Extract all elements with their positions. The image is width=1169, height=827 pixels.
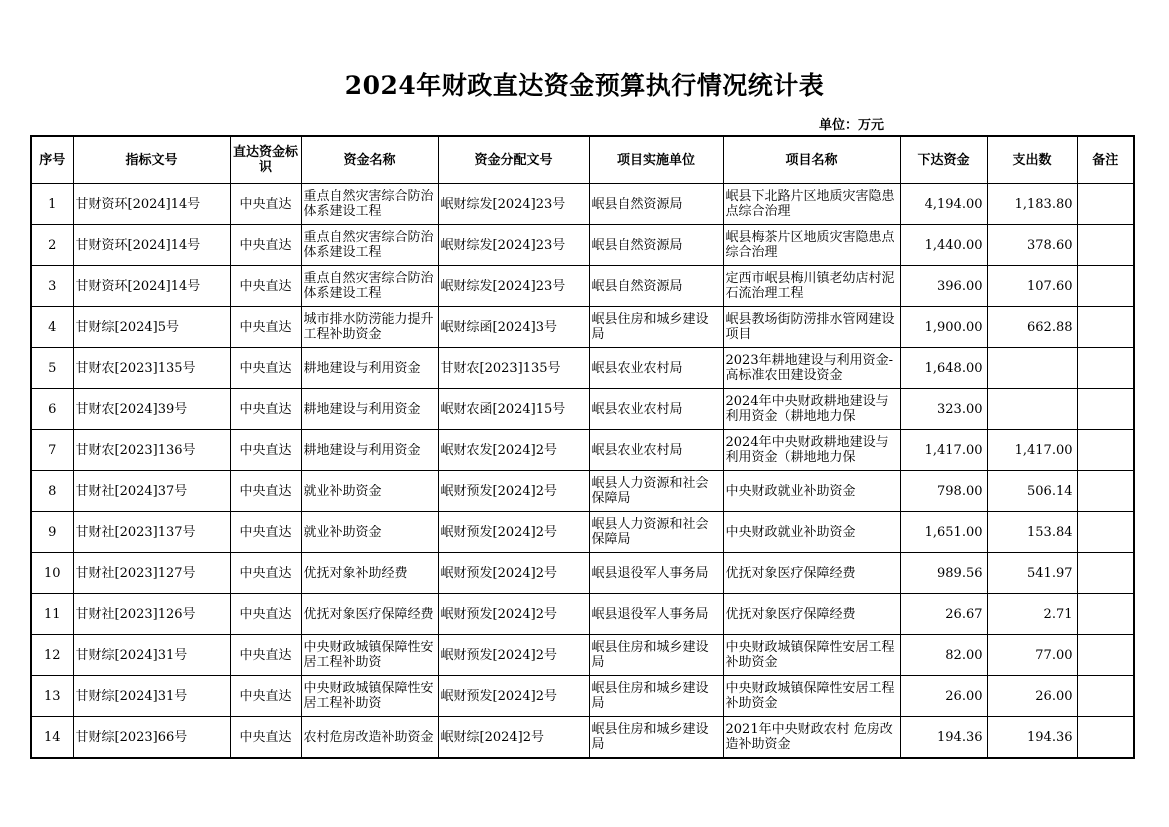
- cell-direct-flag: [230, 512, 301, 553]
- cell-fund-name: [301, 717, 438, 759]
- cell-project-name: [723, 553, 900, 594]
- cell-doc-no: [73, 512, 230, 553]
- cell-direct-flag: [230, 266, 301, 307]
- cell-impl-unit-text: 岷县人力资源和社会保障局: [591, 476, 709, 506]
- cell-doc-no: [73, 225, 230, 266]
- cell-impl-unit: [589, 389, 723, 430]
- table-row: [31, 676, 1134, 717]
- cell-alloc-doc-text: 岷财预发[2024]2号: [440, 606, 557, 622]
- cell-fund-name: [301, 635, 438, 676]
- cell-doc-no-text: 甘财社[2023]137号: [75, 524, 196, 540]
- cell-alloc-doc: [438, 594, 589, 635]
- cell-issued: [900, 184, 987, 225]
- cell-fund-name-text: 优抚对象医疗保障经费: [303, 606, 434, 622]
- cell-alloc-doc-text: 岷财综函[2024]3号: [440, 319, 557, 335]
- cell-fund-name-text: 耕地建设与利用资金: [303, 360, 421, 376]
- cell-project-name: [723, 225, 900, 266]
- cell-doc-no: [73, 389, 230, 430]
- table-row: [31, 635, 1134, 676]
- cell-fund-name: [301, 676, 438, 717]
- cell-fund-name: [301, 266, 438, 307]
- cell-spent: [987, 471, 1077, 512]
- cell-remark: [1077, 225, 1134, 266]
- cell-spent-text: 662.88: [1027, 319, 1073, 335]
- cell-seq-text: 6: [48, 401, 57, 417]
- cell-alloc-doc-text: 岷财农发[2024]2号: [440, 442, 557, 458]
- cell-spent-text: 77.00: [1035, 647, 1073, 663]
- cell-remark: [1077, 348, 1134, 389]
- cell-fund-name-text: 耕地建设与利用资金: [303, 442, 421, 458]
- cell-issued-text: 1,900.00: [924, 319, 983, 335]
- cell-alloc-doc-text: 岷财预发[2024]2号: [440, 565, 557, 581]
- cell-seq: [31, 430, 73, 471]
- cell-alloc-doc-text: 岷财农函[2024]15号: [440, 401, 566, 417]
- cell-doc-no-text: 甘财社[2024]37号: [75, 483, 188, 499]
- cell-project-name: [723, 594, 900, 635]
- cell-project-name: [723, 635, 900, 676]
- cell-spent: [987, 348, 1077, 389]
- cell-issued-text: 26.00: [945, 688, 983, 704]
- cell-fund-name: [301, 225, 438, 266]
- cell-spent: [987, 307, 1077, 348]
- unit-label: 单位：万元: [819, 118, 885, 133]
- cell-direct-flag: [230, 635, 301, 676]
- cell-spent: [987, 553, 1077, 594]
- cell-impl-unit-text: 岷县住房和城乡建设局: [591, 640, 709, 670]
- cell-project-name-text: 2024年中央财政耕地建设与利用资金（耕地地力保: [725, 394, 889, 424]
- cell-direct-flag: [230, 184, 301, 225]
- cell-alloc-doc-text: 岷财综发[2024]23号: [440, 237, 566, 253]
- cell-project-name-text: 中央财政城镇保障性安居工程补助资金: [725, 681, 895, 711]
- cell-seq-text: 13: [43, 688, 61, 704]
- cell-seq-text: 1: [48, 196, 57, 212]
- cell-remark: [1077, 635, 1134, 676]
- table-row: [31, 512, 1134, 553]
- cell-seq: [31, 635, 73, 676]
- cell-direct-flag-text: 中央直达: [239, 483, 292, 499]
- table-header-row: [31, 136, 1134, 184]
- cell-spent-text: 26.00: [1035, 688, 1073, 704]
- cell-impl-unit-text: 岷县农业农村局: [591, 360, 683, 376]
- cell-impl-unit-text: 岷县自然资源局: [591, 237, 683, 253]
- table-row: [31, 717, 1134, 759]
- cell-alloc-doc-text: 岷财预发[2024]2号: [440, 483, 557, 499]
- cell-doc-no-text: 甘财综[2024]31号: [75, 647, 188, 663]
- cell-issued-text: 1,648.00: [924, 360, 983, 376]
- cell-seq: [31, 594, 73, 635]
- cell-alloc-doc-text: 甘财农[2023]135号: [440, 360, 561, 376]
- cell-spent-text: 153.84: [1027, 524, 1073, 540]
- cell-issued-text: 989.56: [937, 565, 983, 581]
- cell-alloc-doc-text: 岷财预发[2024]2号: [440, 524, 557, 540]
- cell-alloc-doc: [438, 389, 589, 430]
- cell-direct-flag-text: 中央直达: [239, 606, 292, 622]
- cell-direct-flag: [230, 717, 301, 759]
- cell-doc-no-text: 甘财农[2023]135号: [75, 360, 196, 376]
- budget-table: [30, 135, 1135, 759]
- table-row: [31, 307, 1134, 348]
- cell-doc-no: [73, 594, 230, 635]
- cell-impl-unit: [589, 553, 723, 594]
- cell-direct-flag: [230, 594, 301, 635]
- cell-remark: [1077, 430, 1134, 471]
- cell-issued-text: 194.36: [937, 729, 983, 745]
- cell-doc-no-text: 甘财资环[2024]14号: [75, 196, 201, 212]
- cell-project-name: [723, 676, 900, 717]
- cell-direct-flag-text: 中央直达: [239, 688, 292, 704]
- cell-spent-text: 2.71: [1043, 606, 1073, 622]
- cell-project-name-text: 2023年耕地建设与利用资金-高标准农田建设资金: [725, 353, 893, 383]
- cell-issued: [900, 594, 987, 635]
- cell-issued-text: 1,440.00: [924, 237, 983, 253]
- cell-project-name: [723, 307, 900, 348]
- cell-spent-text: 107.60: [1027, 278, 1073, 294]
- cell-remark: [1077, 471, 1134, 512]
- table-row: [31, 389, 1134, 430]
- cell-spent: [987, 225, 1077, 266]
- cell-direct-flag: [230, 471, 301, 512]
- table-row: [31, 184, 1134, 225]
- cell-spent: [987, 512, 1077, 553]
- cell-project-name-text: 2021年中央财政农村 危房改造补助资金: [725, 722, 893, 752]
- cell-seq-text: 10: [43, 565, 61, 581]
- cell-issued-text: 798.00: [937, 483, 983, 499]
- cell-doc-no: [73, 184, 230, 225]
- cell-impl-unit-text: 岷县退役军人事务局: [591, 565, 709, 581]
- table-row: [31, 348, 1134, 389]
- cell-seq: [31, 184, 73, 225]
- cell-issued-text: 82.00: [945, 647, 983, 663]
- cell-doc-no: [73, 307, 230, 348]
- cell-fund-name-text: 优抚对象补助经费: [303, 565, 408, 581]
- cell-alloc-doc: [438, 635, 589, 676]
- cell-issued: [900, 225, 987, 266]
- header-direct-flag: 直达资金标识: [230, 136, 301, 184]
- cell-project-name: [723, 471, 900, 512]
- cell-alloc-doc: [438, 553, 589, 594]
- cell-issued-text: 26.67: [945, 606, 983, 622]
- cell-alloc-doc: [438, 512, 589, 553]
- cell-spent-text: 378.60: [1027, 237, 1073, 253]
- cell-seq-text: 9: [48, 524, 57, 540]
- cell-doc-no-text: 甘财综[2023]66号: [75, 729, 188, 745]
- cell-alloc-doc: [438, 471, 589, 512]
- cell-doc-no: [73, 348, 230, 389]
- cell-issued: [900, 717, 987, 759]
- cell-seq-text: 5: [48, 360, 57, 376]
- cell-project-name: [723, 430, 900, 471]
- cell-direct-flag-text: 中央直达: [239, 319, 292, 335]
- cell-doc-no-text: 甘财社[2023]127号: [75, 565, 196, 581]
- cell-issued: [900, 676, 987, 717]
- cell-issued-text: 1,651.00: [924, 524, 983, 540]
- cell-impl-unit-text: 岷县自然资源局: [591, 196, 683, 212]
- cell-seq: [31, 512, 73, 553]
- cell-issued: [900, 430, 987, 471]
- cell-spent-text: 541.97: [1027, 565, 1073, 581]
- cell-direct-flag-text: 中央直达: [239, 565, 292, 581]
- cell-impl-unit-text: 岷县人力资源和社会保障局: [591, 517, 709, 547]
- cell-remark: [1077, 676, 1134, 717]
- cell-alloc-doc: [438, 266, 589, 307]
- cell-issued: [900, 348, 987, 389]
- cell-fund-name-text: 重点自然灾害综合防治体系建设工程: [303, 189, 434, 219]
- cell-impl-unit: [589, 225, 723, 266]
- cell-spent-text: 1,417.00: [1014, 442, 1073, 458]
- table-row: [31, 553, 1134, 594]
- cell-doc-no: [73, 266, 230, 307]
- header-remark: 备注: [1077, 136, 1134, 184]
- cell-project-name: [723, 266, 900, 307]
- cell-seq: [31, 553, 73, 594]
- header-issued: 下达资金: [900, 136, 987, 184]
- cell-fund-name-text: 耕地建设与利用资金: [303, 401, 421, 417]
- cell-alloc-doc-text: 岷财预发[2024]2号: [440, 688, 557, 704]
- cell-direct-flag: [230, 348, 301, 389]
- cell-seq-text: 7: [48, 442, 57, 458]
- cell-alloc-doc-text: 岷财综[2024]2号: [440, 729, 544, 745]
- header-seq: 序号: [31, 136, 73, 184]
- cell-issued: [900, 553, 987, 594]
- cell-impl-unit-text: 岷县自然资源局: [591, 278, 683, 294]
- cell-issued: [900, 307, 987, 348]
- cell-project-name: [723, 512, 900, 553]
- cell-alloc-doc: [438, 430, 589, 471]
- cell-impl-unit: [589, 676, 723, 717]
- cell-seq-text: 11: [43, 606, 61, 622]
- cell-doc-no: [73, 430, 230, 471]
- cell-issued: [900, 389, 987, 430]
- cell-seq-text: 14: [43, 729, 61, 745]
- header-alloc-doc: 资金分配文号: [438, 136, 589, 184]
- cell-alloc-doc: [438, 717, 589, 759]
- cell-doc-no-text: 甘财资环[2024]14号: [75, 278, 201, 294]
- cell-project-name: [723, 717, 900, 759]
- cell-spent-text: 194.36: [1027, 729, 1073, 745]
- cell-fund-name-text: 城市排水防涝能力提升工程补助资金: [303, 312, 434, 342]
- cell-alloc-doc: [438, 676, 589, 717]
- cell-spent: [987, 184, 1077, 225]
- cell-project-name-text: 定西市岷县梅川镇老幼店村泥石流治理工程: [725, 271, 895, 301]
- cell-fund-name: [301, 512, 438, 553]
- cell-seq: [31, 307, 73, 348]
- cell-project-name-text: 中央财政就业补助资金: [725, 524, 856, 540]
- cell-spent: [987, 594, 1077, 635]
- cell-issued: [900, 471, 987, 512]
- cell-remark: [1077, 594, 1134, 635]
- cell-remark: [1077, 266, 1134, 307]
- cell-impl-unit: [589, 430, 723, 471]
- cell-remark: [1077, 512, 1134, 553]
- cell-spent: [987, 717, 1077, 759]
- table-row: [31, 471, 1134, 512]
- header-fund-name: 资金名称: [301, 136, 438, 184]
- cell-impl-unit: [589, 594, 723, 635]
- cell-direct-flag: [230, 225, 301, 266]
- cell-direct-flag-text: 中央直达: [239, 647, 292, 663]
- cell-remark: [1077, 307, 1134, 348]
- cell-doc-no: [73, 717, 230, 759]
- page-title: 2024年财政直达资金预算执行情况统计表: [344, 71, 825, 100]
- cell-fund-name: [301, 553, 438, 594]
- cell-alloc-doc-text: 岷财综发[2024]23号: [440, 278, 566, 294]
- cell-fund-name-text: 中央财政城镇保障性安居工程补助资: [303, 640, 434, 670]
- cell-direct-flag-text: 中央直达: [239, 278, 292, 294]
- cell-spent-text: 1,183.80: [1014, 196, 1073, 212]
- cell-direct-flag: [230, 553, 301, 594]
- cell-project-name-text: 2024年中央财政耕地建设与利用资金（耕地地力保: [725, 435, 889, 465]
- cell-impl-unit: [589, 307, 723, 348]
- cell-seq-text: 4: [48, 319, 57, 335]
- cell-issued-text: 323.00: [937, 401, 983, 417]
- cell-spent: [987, 676, 1077, 717]
- cell-seq-text: 8: [48, 483, 57, 499]
- header-doc-no: 指标文号: [73, 136, 230, 184]
- cell-alloc-doc: [438, 348, 589, 389]
- cell-fund-name: [301, 184, 438, 225]
- cell-spent: [987, 430, 1077, 471]
- cell-spent-text: 506.14: [1027, 483, 1073, 499]
- cell-impl-unit: [589, 471, 723, 512]
- table-row: [31, 430, 1134, 471]
- cell-issued-text: 4,194.00: [924, 196, 983, 212]
- cell-impl-unit-text: 岷县住房和城乡建设局: [591, 722, 709, 752]
- cell-project-name-text: 优抚对象医疗保障经费: [725, 606, 856, 622]
- cell-direct-flag-text: 中央直达: [239, 237, 292, 253]
- cell-alloc-doc-text: 岷财综发[2024]23号: [440, 196, 566, 212]
- cell-remark: [1077, 717, 1134, 759]
- cell-impl-unit-text: 岷县农业农村局: [591, 442, 683, 458]
- cell-issued-text: 396.00: [937, 278, 983, 294]
- cell-project-name-text: 岷县下北路片区地质灾害隐患点综合治理: [725, 189, 895, 219]
- cell-direct-flag-text: 中央直达: [239, 524, 292, 540]
- cell-fund-name-text: 重点自然灾害综合防治体系建设工程: [303, 271, 434, 301]
- cell-fund-name: [301, 594, 438, 635]
- cell-direct-flag-text: 中央直达: [239, 442, 292, 458]
- cell-direct-flag: [230, 389, 301, 430]
- cell-impl-unit-text: 岷县退役军人事务局: [591, 606, 709, 622]
- cell-doc-no: [73, 471, 230, 512]
- cell-doc-no-text: 甘财资环[2024]14号: [75, 237, 201, 253]
- cell-direct-flag: [230, 430, 301, 471]
- table-body: [31, 184, 1134, 759]
- table-row: [31, 594, 1134, 635]
- cell-spent: [987, 266, 1077, 307]
- header-spent: 支出数: [987, 136, 1077, 184]
- cell-remark: [1077, 553, 1134, 594]
- cell-doc-no-text: 甘财社[2023]126号: [75, 606, 196, 622]
- cell-project-name: [723, 389, 900, 430]
- cell-doc-no-text: 甘财综[2024]31号: [75, 688, 188, 704]
- cell-alloc-doc-text: 岷财预发[2024]2号: [440, 647, 557, 663]
- cell-fund-name-text: 重点自然灾害综合防治体系建设工程: [303, 230, 434, 260]
- cell-fund-name-text: 中央财政城镇保障性安居工程补助资: [303, 681, 434, 711]
- table-row: [31, 266, 1134, 307]
- cell-issued: [900, 635, 987, 676]
- cell-doc-no-text: 甘财综[2024]5号: [75, 319, 179, 335]
- cell-project-name-text: 中央财政城镇保障性安居工程补助资金: [725, 640, 895, 670]
- cell-fund-name: [301, 389, 438, 430]
- cell-fund-name-text: 就业补助资金: [303, 524, 382, 540]
- cell-project-name-text: 岷县教场街防涝排水管网建设项目: [725, 312, 895, 342]
- cell-impl-unit-text: 岷县住房和城乡建设局: [591, 681, 709, 711]
- cell-remark: [1077, 389, 1134, 430]
- cell-issued-text: 1,417.00: [924, 442, 983, 458]
- cell-project-name: [723, 184, 900, 225]
- cell-alloc-doc: [438, 225, 589, 266]
- cell-issued: [900, 266, 987, 307]
- cell-project-name: [723, 348, 900, 389]
- cell-seq: [31, 471, 73, 512]
- cell-impl-unit: [589, 184, 723, 225]
- table-row: [31, 225, 1134, 266]
- cell-seq: [31, 266, 73, 307]
- cell-seq-text: 3: [48, 278, 57, 294]
- cell-seq: [31, 717, 73, 759]
- cell-spent: [987, 635, 1077, 676]
- cell-impl-unit: [589, 266, 723, 307]
- cell-fund-name: [301, 348, 438, 389]
- cell-impl-unit: [589, 512, 723, 553]
- cell-project-name-text: 优抚对象医疗保障经费: [725, 565, 856, 581]
- cell-seq: [31, 676, 73, 717]
- cell-fund-name: [301, 307, 438, 348]
- cell-issued: [900, 512, 987, 553]
- cell-spent: [987, 389, 1077, 430]
- cell-impl-unit: [589, 348, 723, 389]
- cell-direct-flag: [230, 676, 301, 717]
- cell-doc-no: [73, 635, 230, 676]
- cell-direct-flag-text: 中央直达: [239, 401, 292, 417]
- cell-seq: [31, 225, 73, 266]
- cell-project-name-text: 岷县梅茶片区地质灾害隐患点综合治理: [725, 230, 895, 260]
- cell-doc-no-text: 甘财农[2023]136号: [75, 442, 196, 458]
- cell-impl-unit: [589, 635, 723, 676]
- cell-impl-unit: [589, 717, 723, 759]
- cell-seq-text: 2: [48, 237, 57, 253]
- cell-direct-flag-text: 中央直达: [239, 729, 292, 745]
- cell-remark: [1077, 184, 1134, 225]
- cell-doc-no: [73, 676, 230, 717]
- cell-direct-flag-text: 中央直达: [239, 360, 292, 376]
- cell-direct-flag: [230, 307, 301, 348]
- cell-direct-flag-text: 中央直达: [239, 196, 292, 212]
- cell-alloc-doc: [438, 184, 589, 225]
- cell-impl-unit-text: 岷县住房和城乡建设局: [591, 312, 709, 342]
- cell-fund-name-text: 就业补助资金: [303, 483, 382, 499]
- cell-seq: [31, 348, 73, 389]
- cell-project-name-text: 中央财政就业补助资金: [725, 483, 856, 499]
- header-project-name: 项目名称: [723, 136, 900, 184]
- cell-fund-name: [301, 471, 438, 512]
- cell-doc-no: [73, 553, 230, 594]
- cell-alloc-doc: [438, 307, 589, 348]
- cell-impl-unit-text: 岷县农业农村局: [591, 401, 683, 417]
- cell-fund-name: [301, 430, 438, 471]
- header-impl-unit: 项目实施单位: [589, 136, 723, 184]
- cell-fund-name-text: 农村危房改造补助资金: [303, 729, 434, 745]
- cell-doc-no-text: 甘财农[2024]39号: [75, 401, 188, 417]
- cell-seq-text: 12: [43, 647, 61, 663]
- cell-seq: [31, 389, 73, 430]
